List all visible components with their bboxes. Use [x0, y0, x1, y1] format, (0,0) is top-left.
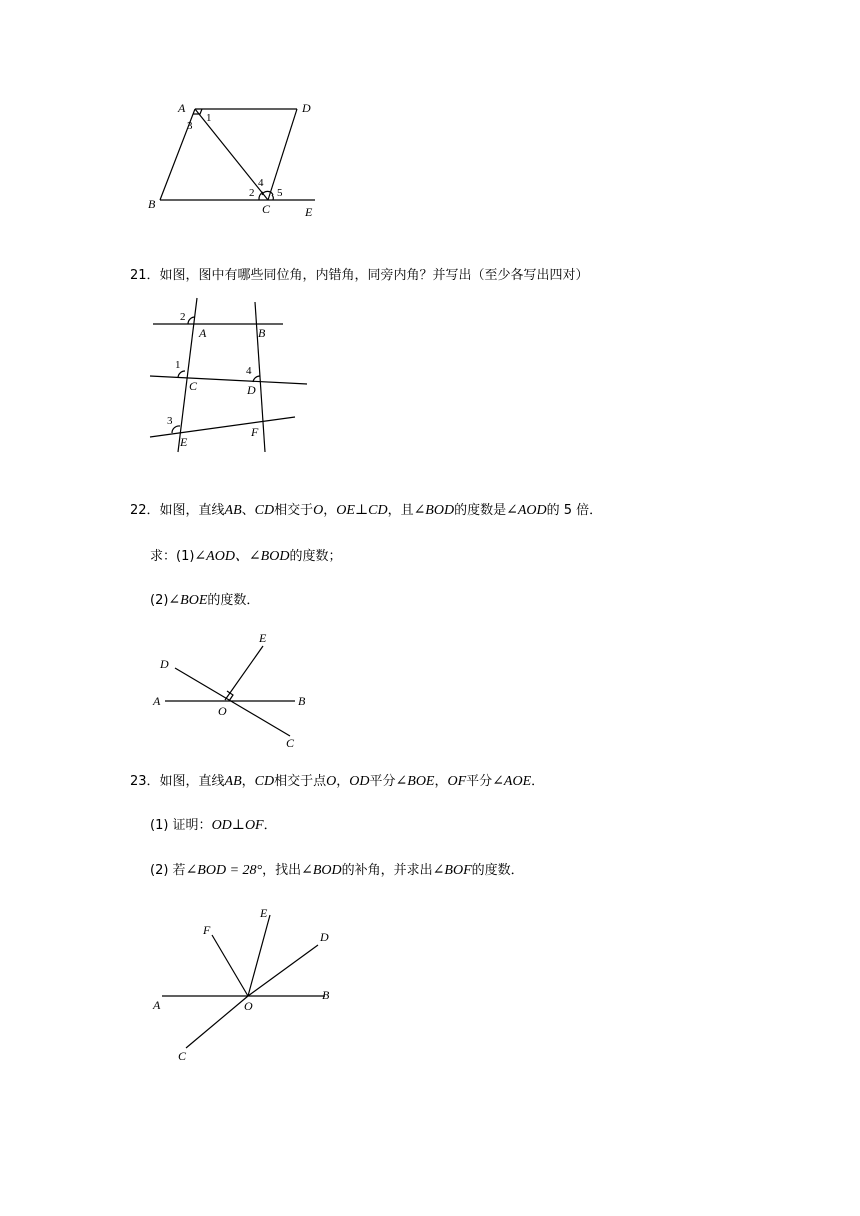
label-E: E [180, 435, 188, 449]
label-B: B [322, 988, 330, 1002]
question-23-part-1: (1) 证明：OD⊥OF． [150, 818, 277, 833]
label-C: C [286, 736, 295, 750]
angle-3: 3 [167, 415, 173, 427]
label-D: D [247, 383, 256, 397]
label-E: E [305, 205, 313, 219]
angle-1: 1 [206, 112, 212, 124]
label-C: C [178, 1049, 187, 1063]
label-F: F [203, 923, 211, 937]
question-22: 22．如图，直线AB、CD相交于O，OE⊥CD，且∠BOD的度数是∠AOD的 5 倍． [130, 503, 603, 518]
question-21: 21．如图，图中有哪些同位角，内错角，同旁内角？并写出（至少各写出四对） [130, 268, 589, 283]
label-B: B [258, 326, 266, 340]
label-F: F [251, 425, 259, 439]
question-23-part-2: (2) 若∠BOD = 28°，找出∠BOD的补角，并求出∠BOF的度数． [150, 863, 524, 878]
angle-2: 2 [180, 311, 186, 323]
figure-parallelogram [140, 95, 340, 225]
question-22-part-2: (2)∠BOE的度数． [150, 593, 260, 608]
label-A: A [199, 326, 207, 340]
angle-3: 3 [187, 120, 193, 132]
figure-bisectors [145, 900, 345, 1070]
label-D: D [160, 657, 169, 671]
angle-5: 5 [277, 187, 283, 199]
figure-perpendicular [145, 628, 320, 753]
question-23: 23．如图，直线AB，CD相交于点O，OD平分∠BOE，OF平分∠AOE． [130, 774, 545, 789]
label-A: A [153, 694, 161, 708]
label-A: A [153, 998, 161, 1012]
label-O: O [244, 999, 253, 1013]
label-E: E [259, 631, 267, 645]
label-A: A [178, 101, 186, 115]
label-D: D [302, 101, 311, 115]
label-C: C [189, 379, 198, 393]
angle-1: 1 [175, 359, 181, 371]
label-B: B [298, 694, 306, 708]
angle-4: 4 [258, 177, 264, 189]
label-E: E [260, 906, 268, 920]
label-C: C [262, 202, 271, 216]
question-22-part-1: 求：(1)∠AOD、∠BOD的度数； [150, 549, 342, 564]
label-O: O [218, 704, 227, 718]
label-D: D [320, 930, 329, 944]
angle-4: 4 [246, 365, 252, 377]
angle-2: 2 [249, 187, 255, 199]
figure-lines-angles [145, 292, 315, 457]
label-B: B [148, 197, 156, 211]
